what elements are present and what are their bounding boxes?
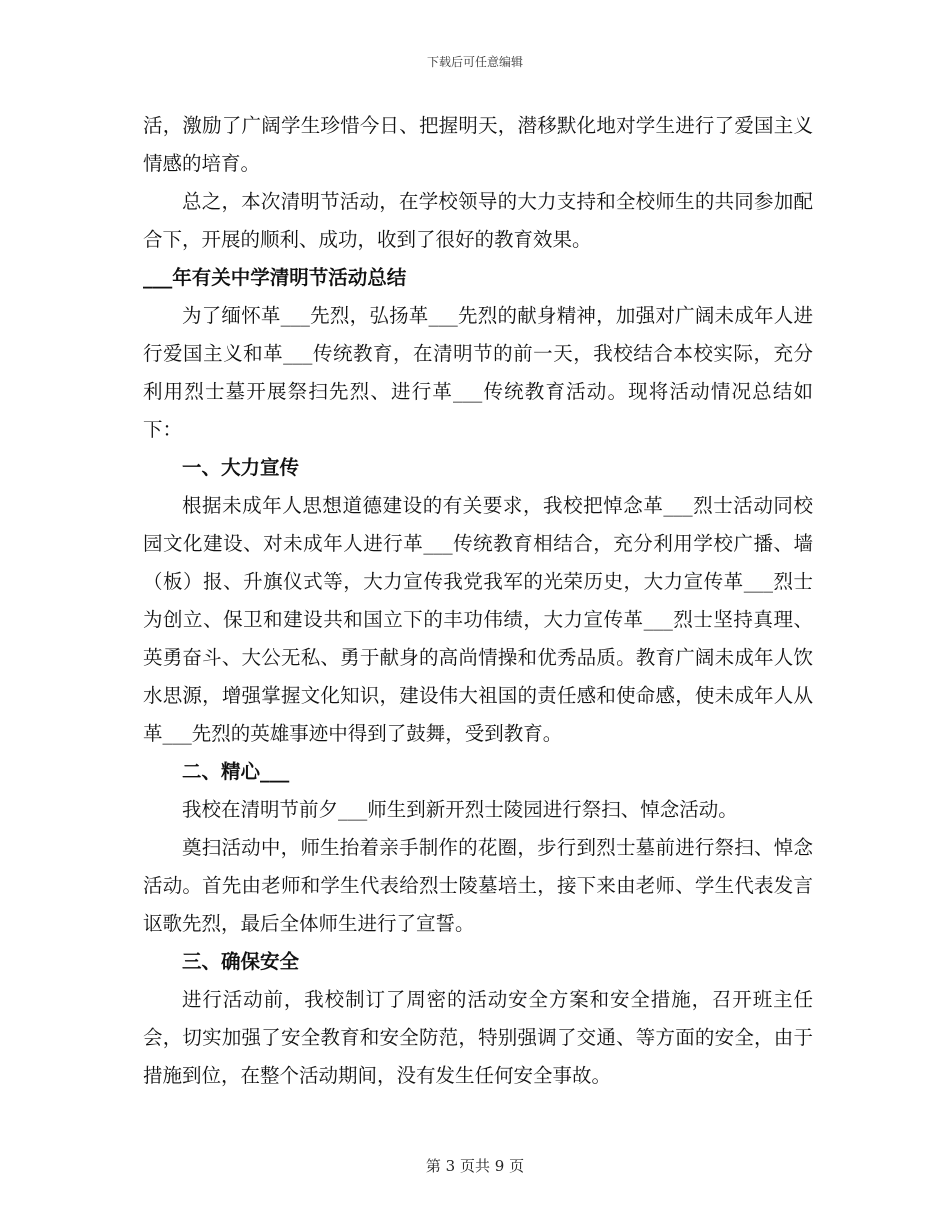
paragraph-section-2b: 奠扫活动中，师生抬着亲手制作的花圈，步行到烈士墓前进行祭扫、悼念活动。首先由老师和学生代表给烈士陵墓培土，接下来由老师、学生代表发言讴歌先烈，最后全体师生进行了宣誓。 <box>143 836 813 935</box>
section-heading-1: 一、大力宣传 <box>182 456 300 479</box>
paragraph-section-3: 进行活动前，我校制订了周密的活动安全方案和安全措施，召开班主任会，切实加强了安全教育和安全防范，特别强调了交通、等方面的安全，由于措施到位，在整个活动期间，没有发生任何安全事故。 <box>143 988 813 1087</box>
paragraph-intro: 为了缅怀革___先烈，弘扬革___先烈的献身精神，加强对广阔未成年人进行爱国主义和革___传统教育，在清明节的前一天，我校结合本校实际，充分利用烈士墓开展祭扫先烈、进行革___传统教育活动。现将活动情况总结如下： <box>143 304 813 441</box>
paragraph-conclusion: 总之，本次清明节活动，在学校领导的大力支持和全校师生的共同参加配合下，开展的顺利、成功，收到了很好的教育效果。 <box>143 190 813 251</box>
page-header: 下载后可任意编辑 <box>426 55 523 69</box>
section-heading-3: 三、确保安全 <box>182 950 300 973</box>
section-heading-2: 二、精心___ <box>182 760 290 783</box>
paragraph-section-2a: 我校在清明节前夕___师生到新开烈士陵园进行祭扫、悼念活动。 <box>182 798 738 821</box>
document-title: ___年有关中学清明节活动总结 <box>143 266 407 289</box>
paragraph-section-1: 根据未成年人思想道德建设的有关要求，我校把悼念革___烈士活动同校园文化建设、对未成年人进行革___传统教育相结合，充分利用学校广播、墙（板）报、升旗仪式等，大力宣传我党我军的光荣历史，大力宣传革___烈士为创立、保卫和建设共和国立下的丰功伟绩，大力宣传革___烈士坚持真理、英勇奋斗、大公无私、勇于献身的高尚情操和优秀品质。教育广阔未成年人饮水思源，增强掌握文化知识，建设伟大祖国的责任感和使命感，使未成年人从革___先烈的英雄事迹中得到了鼓舞，受到教育。 <box>143 494 813 745</box>
page-footer: 第 3 页共 9 页 <box>425 1157 525 1175</box>
document-body <box>143 107 813 1095</box>
paragraph-continuation: 活，激励了广阔学生珍惜今日、把握明天，潜移默化地对学生进行了爱国主义情感的培育。 <box>143 114 813 175</box>
